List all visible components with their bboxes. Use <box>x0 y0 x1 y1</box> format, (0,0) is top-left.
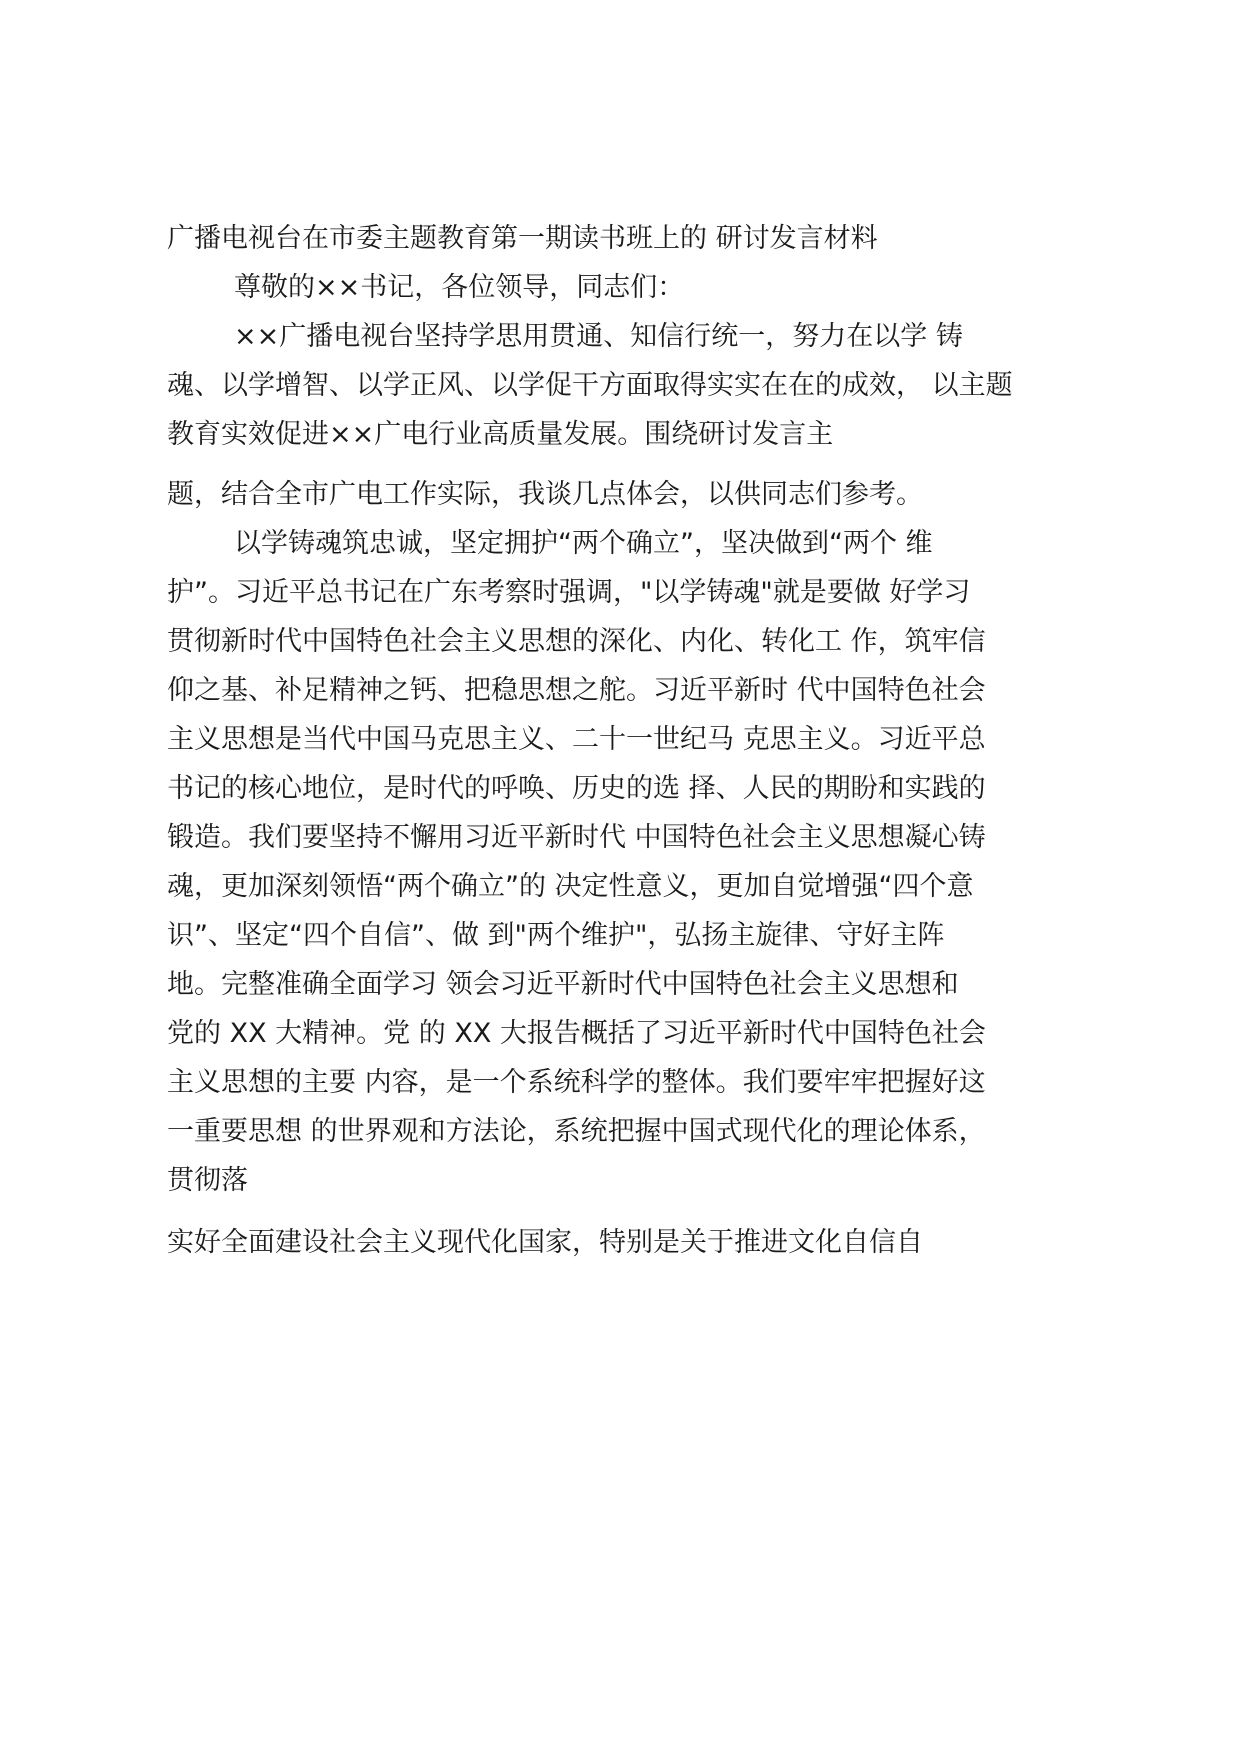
paragraph-line: 贯彻新时代中国特色社会主义思想的深化、内化、转化工 作，筑牢信 <box>167 626 986 657</box>
paragraph-line: 主义思想是当代中国马克思主义、二十一世纪马 克思主义。习近平总 <box>167 724 986 755</box>
paragraph-line: 党的 XX 大精神。党 的 XX 大报告概括了习近平新时代中国特色社会 <box>167 1018 986 1049</box>
paragraph-line: 仰之基、补足精神之钙、把稳思想之舵。习近平新时 代中国特色社会 <box>167 675 986 706</box>
paragraph-line: 以学铸魂筑忠诚，坚定拥护“两个确立”，坚决做到“两个 维 <box>234 528 933 559</box>
paragraph-line: 锻造。我们要坚持不懈用习近平新时代 中国特色社会主义思想凝心铸 <box>167 822 986 853</box>
paragraph-line: 贯彻落 <box>167 1165 248 1196</box>
paragraph-line: 题，结合全市广电工作实际，我谈几点体会，以供同志们参考。 <box>167 479 923 510</box>
paragraph-line: 地。完整准确全面学习 领会习近平新时代中国特色社会主义思想和 <box>167 969 959 1000</box>
paragraph-line: 识”、坚定“四个自信”、做 到"两个维护"，弘扬主旋律、守好主阵 <box>167 920 945 951</box>
paragraph-line: 魂、以学增智、以学正风、以学促干方面取得实实在在的成效， 以主题 <box>167 370 1013 401</box>
paragraph-line: 主义思想的主要 内容，是一个系统科学的整体。我们要牢牢把握好这 <box>167 1067 986 1098</box>
paragraph-line: 一重要思想 的世界观和方法论，系统把握中国式现代化的理论体系， <box>167 1116 986 1147</box>
paragraph-line: 魂，更加深刻领悟“两个确立”的 决定性意义，更加自觉增强“四个意 <box>167 871 974 902</box>
document-title: 广播电视台在市委主题教育第一期读书班上的 研讨发言材料 <box>167 223 878 254</box>
paragraph-line: ××广播电视台坚持学思用贯通、知信行统一，努力在以学 铸 <box>234 321 963 352</box>
paragraph-line: 护”。习近平总书记在广东考察时强调，"以学铸魂"就是要做 好学习 <box>167 577 971 608</box>
salutation: 尊敬的××书记，各位领导，同志们： <box>234 272 685 303</box>
paragraph-line: 教育实效促进××广电行业高质量发展。围绕研讨发言主 <box>167 419 834 450</box>
paragraph-line: 实好全面建设社会主义现代化国家，特别是关于推进文化自信自 <box>167 1227 923 1258</box>
paragraph-line: 书记的核心地位，是时代的呼唤、历史的选 择、人民的期盼和实践的 <box>167 773 986 804</box>
